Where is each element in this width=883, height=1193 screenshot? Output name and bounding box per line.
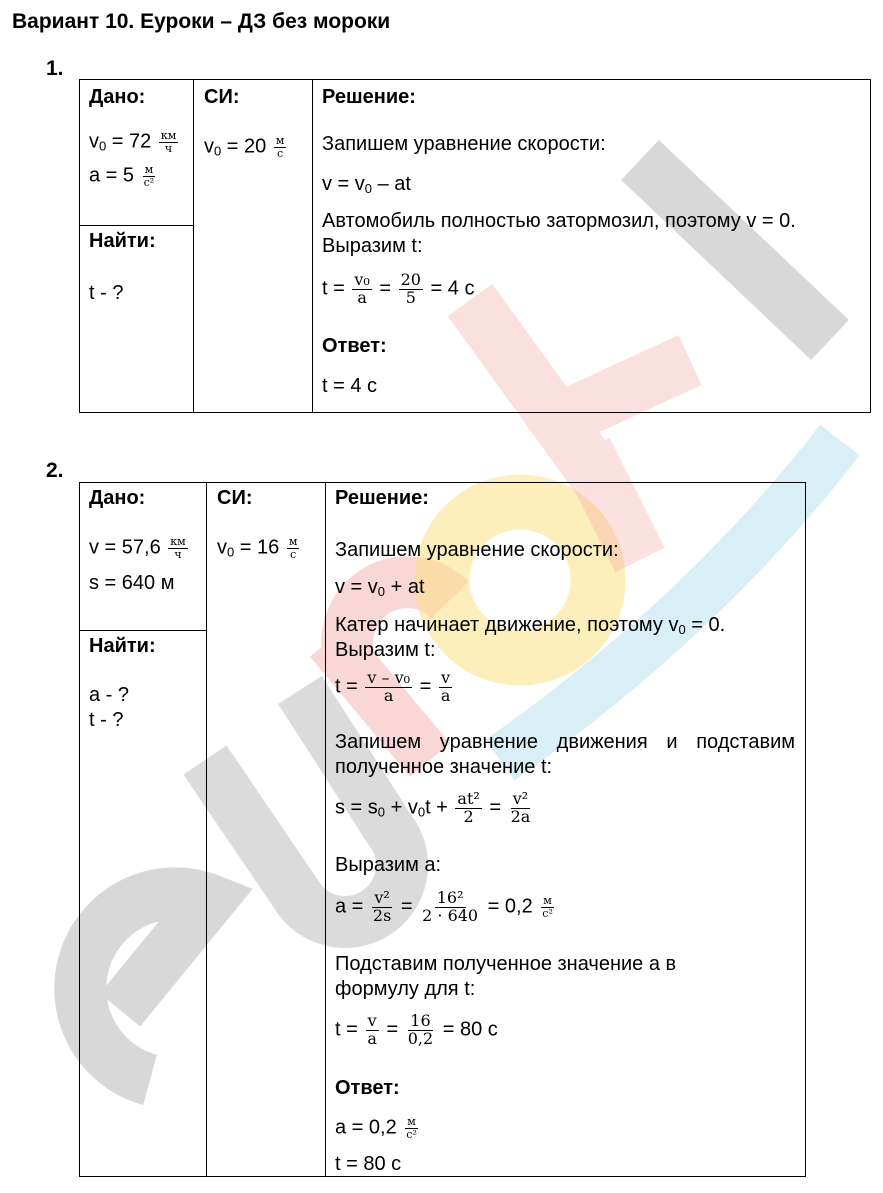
problem-1-table [79, 79, 871, 413]
p1-sol-line3: Автомобиль полностью затормозил, поэтому v = 0. [322, 210, 796, 232]
p1-find-cell [80, 226, 194, 413]
p1-sol-line1: Запишем уравнение скорости: [322, 133, 606, 155]
p2-find-a: a - ? [89, 684, 130, 706]
p2-given-header: Дано: [89, 487, 146, 509]
p2-si-v0: $v_0 = 16$ $\frac{м}{с}$ [217, 535, 298, 561]
p1-sol-formula: t = $\frac{\text{v₀}}{a}$ = $\frac{20}{5}$ = 4 с [322, 270, 475, 307]
p2-answer-header: Ответ: [335, 1077, 400, 1099]
p2-sol-line6: полученное значение t: [335, 756, 553, 778]
p1-si-cell [194, 80, 313, 413]
p2-sol-formula1: t = $\frac{\text{v – v₀}}{a}$ = $\frac{v}{a}$ [335, 668, 451, 705]
p2-sol-line7: Выразим a: [335, 854, 442, 876]
p1-si-v0: $v_0 = 20$ $\frac{м}{с}$ [204, 134, 285, 160]
p2-sol-line4: Выразим t: [335, 639, 436, 661]
p1-answer-value: t = 4 с [322, 375, 378, 397]
p1-find-t: t - ? [89, 282, 124, 304]
p2-sol-formula3: a = $\frac{\text{v²}}{2s}$ = $\frac{\text{16²}}{2 \cdot 640}$ = 0,2 $\frac{м}{\text{с²}}$ [335, 888, 553, 925]
p1-si-header: СИ: [204, 86, 240, 108]
problem-2-table [79, 482, 806, 1177]
p2-sol-line8: Подставим полученное значение a в [335, 953, 677, 975]
p2-given-s: s = 640 м [89, 572, 175, 594]
p2-answer-a: a = 0,2 $\frac{м}{\text{с²}}$ [335, 1115, 417, 1141]
p2-answer-t: t = 80 с [335, 1153, 402, 1175]
page-title: Вариант 10. Еуроки – ДЗ без мороки [12, 10, 391, 33]
p2-given-v: v = 57,6 $\frac{км}{ч}$ [89, 535, 186, 561]
p1-given-v0: $v_0 = 72$ $\frac{км}{ч}$ [89, 129, 177, 155]
p2-si-cell [207, 483, 326, 1177]
p2-si-header: СИ: [217, 487, 253, 509]
p1-sol-line4: Выразим t: [322, 235, 423, 257]
p2-given-cell [80, 483, 207, 631]
p2-sol-line5: Запишем уравнение движения и подставим [335, 731, 795, 753]
p2-sol-formula4: t = $\frac{v}{a}$ = $\frac{16}{0,2}$ = 80 с [335, 1011, 498, 1048]
p2-find-header: Найти: [89, 635, 156, 657]
p2-solution-header: Решение: [335, 487, 429, 509]
p1-solution-cell [313, 80, 871, 413]
p1-given-a: a = 5 $\frac{м}{\text{с²}}$ [89, 163, 155, 189]
p2-find-cell [80, 631, 207, 1177]
p2-sol-line2: $v = v_0$ + at [335, 576, 425, 599]
p2-sol-line3: Катер начинает движение, поэтому $v_0 = 0$. [335, 614, 726, 637]
p1-solution-header: Решение: [322, 86, 416, 108]
problem-2-number: 2. [46, 459, 64, 482]
p1-find-header: Найти: [89, 230, 156, 252]
p1-given-header: Дано: [89, 86, 146, 108]
p2-sol-line1: Запишем уравнение скорости: [335, 539, 619, 561]
p2-sol-line9: формулу для t: [335, 978, 476, 1000]
p1-given-cell [80, 80, 194, 226]
p2-solution-cell [326, 483, 806, 1177]
p2-sol-formula2: $s = s_0 + v_0t$ + $\frac{\text{at²}}{2}$ = $\frac{\text{v²}}{2a}$ [335, 789, 531, 826]
p1-answer-header: Ответ: [322, 335, 387, 357]
problem-1-number: 1. [46, 57, 64, 80]
p2-find-t: t - ? [89, 709, 124, 731]
p1-sol-line2: $v = v_0$ – at [322, 173, 411, 196]
